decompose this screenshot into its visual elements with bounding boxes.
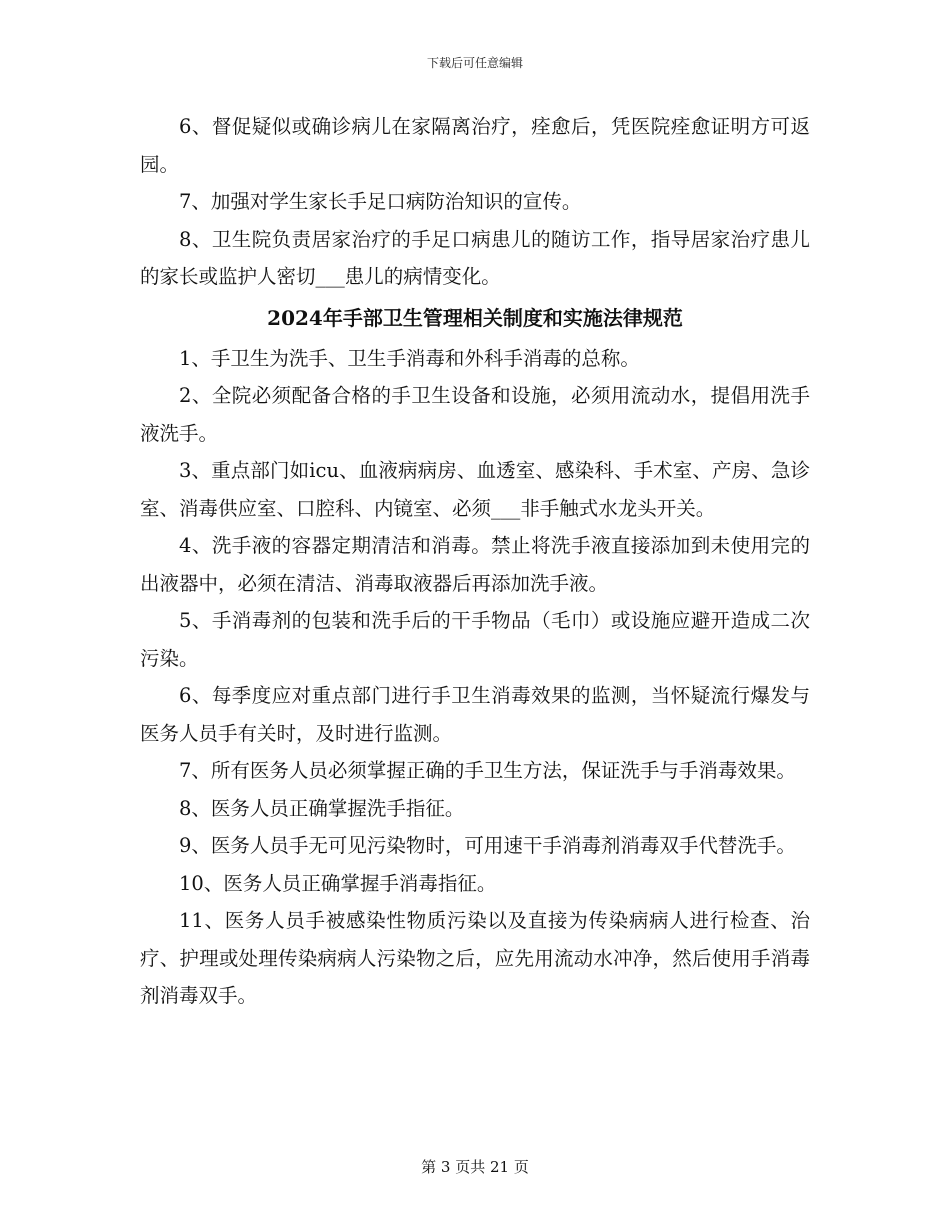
paragraph-9: 9、医务人员手无可见污染物时，可用速干手消毒剂消毒双手代替洗手。: [179, 834, 796, 857]
paragraph-top-8: 8、卫生院负责居家治疗的手足口病患儿的随访工作，指导居家治疗患儿的家长或监护人密切___患儿的病情变化。: [140, 227, 810, 288]
paragraph-5: 5、手消毒剂的包装和洗手后的干手物品（毛巾）或设施应避开造成二次污染。: [140, 609, 810, 670]
paragraph-7: 7、所有医务人员必须掌握正确的手卫生方法，保证洗手与手消毒效果。: [179, 759, 796, 782]
paragraph-1: 1、手卫生为洗手、卫生手消毒和外科手消毒的总称。: [179, 346, 640, 370]
paragraph-4: 4、洗手液的容器定期清洁和消毒。禁止将洗手液直接添加到未使用完的出液器中，必须在清洁、消毒取液器后再添加洗手液。: [140, 534, 810, 595]
paragraph-top-7: 7、加强对学生家长手足口病防治知识的宣传。: [179, 190, 582, 213]
paragraph-top-6: 6、督促疑似或确诊病儿在家隔离治疗，痊愈后，凭医院痊愈证明方可返园。: [140, 115, 810, 176]
section-title: 2024年手部卫生管理相关制度和实施法律规范: [267, 305, 683, 330]
paragraph-11: 11、医务人员手被感染性物质污染以及直接为传染病病人进行检查、治疗、护理或处理传染病病人污染物之后，应先用流动水冲净，然后使用手消毒剂消毒双手。: [140, 909, 810, 1007]
document-body: [140, 108, 810, 1015]
paragraph-10: 10、医务人员正确掌握手消毒指征。: [179, 871, 497, 895]
paragraph-6: 6、每季度应对重点部门进行手卫生消毒效果的监测，当怀疑流行爆发与医务人员手有关时，及时进行监测。: [140, 684, 810, 745]
page-header: 下载后可任意编辑: [426, 56, 523, 70]
paragraph-2: 2、全院必须配备合格的手卫生设备和设施，必须用流动水，提倡用洗手液洗手。: [140, 384, 810, 445]
page-footer: 第 3 页共 21 页: [421, 1158, 529, 1176]
paragraph-8: 8、医务人员正确掌握洗手指征。: [179, 796, 465, 820]
paragraph-3: 3、重点部门如icu、血液病病房、血透室、感染科、手术室、产房、急诊室、消毒供应室、口腔科、内镜室、必须___非手触式水龙头开关。: [140, 459, 810, 520]
